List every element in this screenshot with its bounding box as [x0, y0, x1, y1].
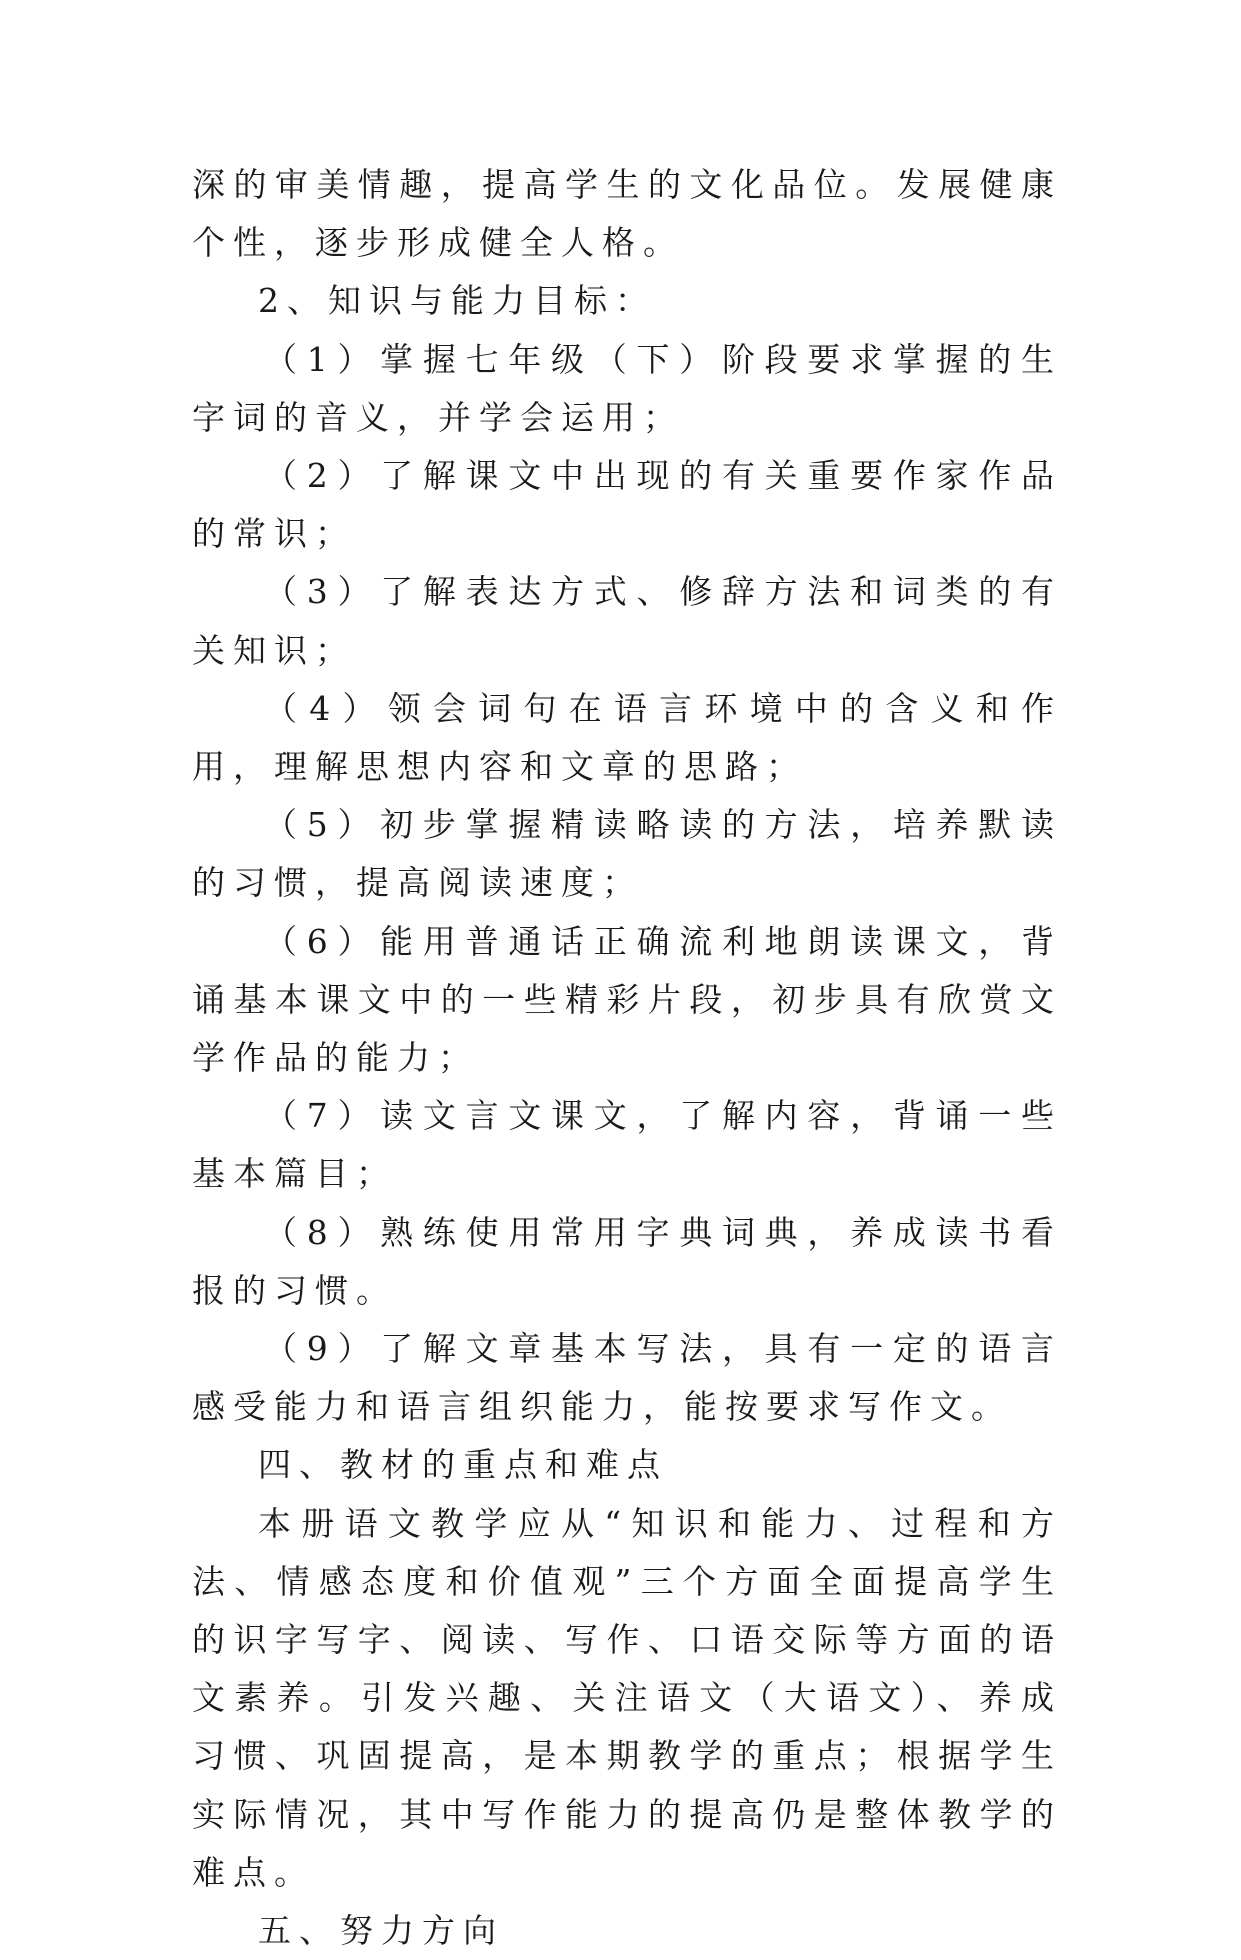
section-heading-focus-difficulty: 四、教材的重点和难点: [258, 1445, 668, 1485]
goal-item-7: （7）读文言文课文，了解内容，背诵一些基本篇目；: [192, 1096, 1062, 1194]
goal-item-6: （6）能用普通话正确流利地朗读课文，背诵基本课文中的一些精彩片段，初步具有欣赏文学作品的能力；: [192, 921, 1062, 1078]
goal-item-2: （2）了解课文中出现的有关重要作家作品的常识；: [192, 456, 1062, 554]
paragraph-aesthetic-continuation: 深的审美情趣，提高学生的文化品位。发展健康个性，逐步形成健全人格。: [192, 165, 1062, 263]
goal-item-8: （8）熟练使用常用字典词典，养成读书看报的习惯。: [192, 1212, 1062, 1310]
goal-item-5: （5）初步掌握精读略读的方法，培养默读的习惯，提高阅读速度；: [192, 805, 1062, 903]
goal-item-9: （9）了解文章基本写法，具有一定的语言感受能力和语言组织能力，能按要求写作文。: [192, 1329, 1062, 1427]
paragraph-focus-difficulty: 本册语文教学应从“知识和能力、过程和方法、情感态度和价值观”三个方面全面提高学生的识字写字、阅读、写作、口语交际等方面的语文素养。引发兴趣、关注语文（大语文）、养成习惯、巩固提高，是本期教学的重点；根据学生实际情况，其中写作能力的提高仍是整体教学的难点。: [192, 1503, 1062, 1892]
goal-item-1: （1）掌握七年级（下）阶段要求掌握的生字词的音义，并学会运用；: [192, 339, 1062, 437]
heading-knowledge-ability-goals: 2、知识与能力目标：: [258, 281, 656, 321]
document-body: [192, 156, 1062, 1960]
section-heading-direction: 五、努力方向: [258, 1911, 504, 1951]
goal-item-4: （4）领会词句在语言环境中的含义和作用，理解思想内容和文章的思路；: [192, 688, 1062, 787]
goal-item-3: （3）了解表达方式、修辞方法和词类的有关知识；: [192, 572, 1062, 670]
